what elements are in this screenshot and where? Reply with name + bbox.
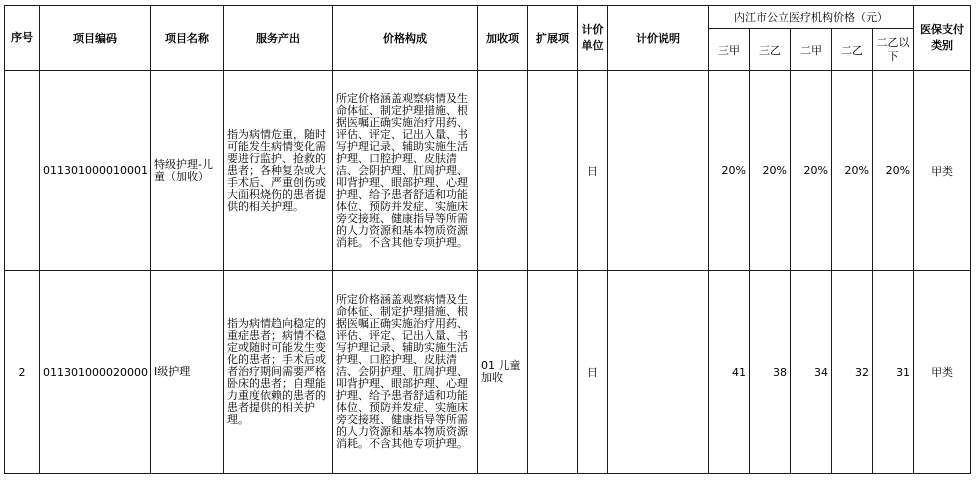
row2-surcharge: 01 儿童加收 xyxy=(478,271,528,474)
row1-price-3: 20% xyxy=(791,71,832,271)
header-name: 项目名称 xyxy=(151,6,224,71)
row2-output: 指为病情趋向稳定的重症患者；病情不稳定或随时可能发生变化的患者；手术后或者治疗期间需要严格卧床的患者；自理能力重度依赖的患者的患者提供的相关护理。 xyxy=(224,271,333,474)
row1-price-4: 20% xyxy=(832,71,873,271)
row1-price-5: 20% xyxy=(873,71,914,271)
row1-insurance: 甲类 xyxy=(914,71,971,271)
header-code: 项目编码 xyxy=(40,6,151,71)
row2-price-4: 32 xyxy=(832,271,873,474)
row2-price-2: 38 xyxy=(750,271,791,474)
header-tier-2: 三乙 xyxy=(750,29,791,71)
price-table-container xyxy=(4,5,970,474)
row1-composition: 所定价格涵盖观察病情及生命体征、制定护理措施、根据医嘱正确实施治疗用药、评估、评定、记出入量、书写护理记录、辅助实施生活护理、口腔护理、皮肤清洁、会阴护理、肛周护理、叩背护理、眼部护理、心理护理、给予患者舒适和功能体位、预防并发症、实施床旁交接班、健康指导等所需的人力资源和基本物质资源消耗。不含其他专项护理。 xyxy=(333,71,478,271)
row1-code: 011301000010001 xyxy=(40,71,151,271)
row2-extension xyxy=(528,271,578,474)
header-price-group: 内江市公立医疗机构价格（元） xyxy=(709,6,914,29)
row2-unit: 日 xyxy=(578,271,608,474)
row2-price-5: 31 xyxy=(873,271,914,474)
header-composition: 价格构成 xyxy=(333,6,478,71)
row2-insurance: 甲类 xyxy=(914,271,971,474)
price-table xyxy=(4,5,971,474)
header-row-1 xyxy=(5,6,971,29)
header-tier-4: 二乙 xyxy=(832,29,873,71)
row1-seq xyxy=(5,71,40,271)
header-note: 计价说明 xyxy=(608,6,709,71)
header-seq: 序号 xyxy=(5,6,40,71)
table-row xyxy=(5,271,971,474)
row2-name: Ⅰ级护理 xyxy=(151,271,224,474)
row1-price-2: 20% xyxy=(750,71,791,271)
header-surcharge: 加收项 xyxy=(478,6,528,71)
row1-note xyxy=(608,71,709,271)
row2-composition: 所定价格涵盖观察病情及生命体征、制定护理措施、根据医嘱正确实施治疗用药、评估、评定、记出入量、书写护理记录、辅助实施生活护理、口腔护理、皮肤清洁、会阴护理、肛周护理、叩背护理、眼部护理、心理护理、给予患者舒适和功能体位、预防并发症、实施床旁交接班、健康指导等所需的人力资源和基本物质资源消耗。不含其他专项护理。 xyxy=(333,271,478,474)
row2-price-1: 41 xyxy=(709,271,750,474)
row2-seq: 2 xyxy=(5,271,40,474)
row2-code: 011301000020000 xyxy=(40,271,151,474)
row1-price-1: 20% xyxy=(709,71,750,271)
row1-unit: 日 xyxy=(578,71,608,271)
table-row xyxy=(5,71,971,271)
header-insurance: 医保支付类别 xyxy=(914,6,971,71)
header-tier-3: 二甲 xyxy=(791,29,832,71)
header-tier-1: 三甲 xyxy=(709,29,750,71)
header-output: 服务产出 xyxy=(224,6,333,71)
row2-note xyxy=(608,271,709,474)
row1-extension xyxy=(528,71,578,271)
header-extension: 扩展项 xyxy=(528,6,578,71)
row1-output: 指为病情危重，随时可能发生病情变化需要进行监护、抢救的患者；各种复杂或大手术后、严重创伤或大面积烧伤的患者提供的相关护理。 xyxy=(224,71,333,271)
row1-name: 特级护理-儿童（加收） xyxy=(151,71,224,271)
header-tier-5: 二乙以下 xyxy=(873,29,914,71)
row2-price-3: 34 xyxy=(791,271,832,474)
row1-surcharge xyxy=(478,71,528,271)
header-unit: 计价单位 xyxy=(578,6,608,71)
